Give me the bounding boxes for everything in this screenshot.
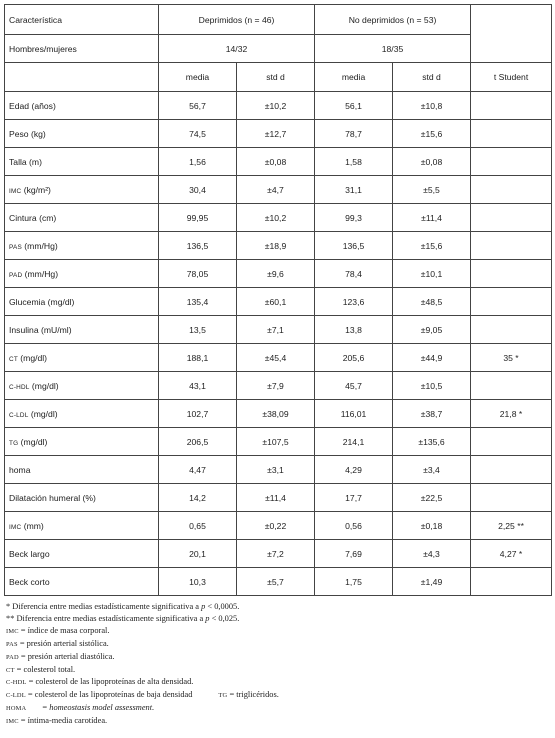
row-label bbox=[5, 316, 159, 344]
cell-dep-media: 206,5 bbox=[159, 428, 237, 456]
row-label bbox=[5, 260, 159, 288]
cell-dep-media: 78,05 bbox=[159, 260, 237, 288]
table-row bbox=[5, 344, 552, 372]
row-label bbox=[5, 176, 159, 204]
cell-dep-std: ±5,7 bbox=[237, 568, 315, 596]
cell-t-student bbox=[471, 232, 552, 260]
header-std-nodep: std d bbox=[393, 63, 471, 92]
table-row bbox=[5, 120, 552, 148]
footnote-ct: CT = colesterol total. bbox=[6, 664, 76, 674]
table-body bbox=[5, 92, 552, 596]
cell-nodep-media: 1,75 bbox=[315, 568, 393, 596]
cell-nodep-media: 7,69 bbox=[315, 540, 393, 568]
row-label-text: Talla (m) bbox=[9, 156, 42, 167]
row-label-text: (mg/dl) bbox=[29, 380, 59, 391]
cell-dep-media: 188,1 bbox=[159, 344, 237, 372]
cell-dep-std: ±38,09 bbox=[237, 400, 315, 428]
cell-dep-media: 13,5 bbox=[159, 316, 237, 344]
header-row-sex bbox=[5, 35, 552, 63]
cell-nodep-std: ±11,4 bbox=[393, 204, 471, 232]
table-row bbox=[5, 540, 552, 568]
document bbox=[4, 4, 551, 728]
footnote-chdl: C-HDL = colesterol de las lipoproteínas de alta densidad. bbox=[6, 677, 194, 687]
table-row bbox=[5, 316, 552, 344]
row-label bbox=[5, 120, 159, 148]
header-empty-label bbox=[5, 63, 159, 92]
cell-nodep-std: ±10,1 bbox=[393, 260, 471, 288]
cell-nodep-media: 31,1 bbox=[315, 176, 393, 204]
cell-t-student bbox=[471, 484, 552, 512]
row-label bbox=[5, 232, 159, 260]
cell-dep-std: ±0,08 bbox=[237, 148, 315, 176]
cell-dep-std: ±18,9 bbox=[237, 232, 315, 260]
row-label bbox=[5, 456, 159, 484]
cell-t-student bbox=[471, 92, 552, 120]
cell-nodep-media: 0,56 bbox=[315, 512, 393, 540]
footnote-pad: PAD = presión arterial diastólica. bbox=[6, 651, 115, 661]
cell-t-student bbox=[471, 372, 552, 400]
no-deprimidos-ratio: 18/35 bbox=[315, 35, 471, 63]
row-label-text: Insulina (mU/ml) bbox=[9, 324, 72, 335]
cell-dep-media: 30,4 bbox=[159, 176, 237, 204]
cell-nodep-std: ±48,5 bbox=[393, 288, 471, 316]
header-no-deprimidos: No deprimidos (n = 53) bbox=[315, 5, 471, 35]
cell-nodep-std: ±5,5 bbox=[393, 176, 471, 204]
row-label bbox=[5, 372, 159, 400]
cell-nodep-std: ±0,08 bbox=[393, 148, 471, 176]
cell-nodep-std: ±15,6 bbox=[393, 232, 471, 260]
cell-dep-std: ±11,4 bbox=[237, 484, 315, 512]
cell-dep-media: 1,56 bbox=[159, 148, 237, 176]
table-row bbox=[5, 260, 552, 288]
row-label-text: Beck corto bbox=[9, 576, 50, 587]
cell-t-student bbox=[471, 176, 552, 204]
row-label-text: Edad (años) bbox=[9, 100, 56, 111]
cell-nodep-media: 205,6 bbox=[315, 344, 393, 372]
cell-t-student bbox=[471, 204, 552, 232]
table-row bbox=[5, 176, 552, 204]
cell-t-student bbox=[471, 568, 552, 596]
cell-nodep-std: ±10,8 bbox=[393, 92, 471, 120]
row-label-abbr: TG bbox=[9, 439, 19, 447]
footnote-homa: HOMA = homeostasis model assessment. bbox=[6, 703, 155, 713]
cell-dep-media: 20,1 bbox=[159, 540, 237, 568]
cell-nodep-std: ±1,49 bbox=[393, 568, 471, 596]
header-std-dep: std d bbox=[237, 63, 315, 92]
cell-nodep-std: ±9,05 bbox=[393, 316, 471, 344]
row-label bbox=[5, 484, 159, 512]
row-label-abbr: PAD bbox=[9, 271, 23, 279]
cell-dep-std: ±10,2 bbox=[237, 204, 315, 232]
row-label bbox=[5, 568, 159, 596]
header-row-groups bbox=[5, 5, 552, 35]
row-label-text: Glucemia (mg/dl) bbox=[9, 296, 75, 307]
header-hombres-mujeres: Hombres/mujeres bbox=[5, 35, 159, 63]
header-media-dep: media bbox=[159, 63, 237, 92]
footnote-imc-carotidea: IMC = íntima-media carotídea. bbox=[6, 716, 108, 726]
cell-nodep-std: ±15,6 bbox=[393, 120, 471, 148]
cell-t-student bbox=[471, 260, 552, 288]
table-row bbox=[5, 92, 552, 120]
row-label bbox=[5, 148, 159, 176]
row-label-abbr: PAS bbox=[9, 243, 22, 251]
cell-t-student bbox=[471, 428, 552, 456]
footnote-significance-1: * Diferencia entre medias estadísticamente significativa a p < 0,0005. bbox=[6, 602, 240, 611]
cell-nodep-media: 214,1 bbox=[315, 428, 393, 456]
cell-nodep-media: 78,4 bbox=[315, 260, 393, 288]
table-row bbox=[5, 148, 552, 176]
row-label-text: (mg/dl) bbox=[17, 352, 48, 363]
row-label-text: (mm) bbox=[21, 520, 44, 531]
table-row bbox=[5, 372, 552, 400]
cell-t-student bbox=[471, 148, 552, 176]
row-label-text: Cintura (cm) bbox=[9, 212, 57, 223]
cell-dep-std: ±9,6 bbox=[237, 260, 315, 288]
deprimidos-ratio: 14/32 bbox=[159, 35, 315, 63]
cell-dep-media: 14,2 bbox=[159, 484, 237, 512]
cell-dep-std: ±3,1 bbox=[237, 456, 315, 484]
row-label bbox=[5, 428, 159, 456]
cell-t-student bbox=[471, 120, 552, 148]
cell-nodep-std: ±38,7 bbox=[393, 400, 471, 428]
cell-dep-std: ±7,1 bbox=[237, 316, 315, 344]
cell-nodep-media: 78,7 bbox=[315, 120, 393, 148]
row-label bbox=[5, 400, 159, 428]
cell-dep-media: 56,7 bbox=[159, 92, 237, 120]
cell-dep-std: ±107,5 bbox=[237, 428, 315, 456]
cell-dep-std: ±45,4 bbox=[237, 344, 315, 372]
table-row bbox=[5, 484, 552, 512]
cell-t-student bbox=[471, 456, 552, 484]
row-label bbox=[5, 540, 159, 568]
row-label bbox=[5, 204, 159, 232]
header-empty-cell bbox=[471, 5, 552, 35]
row-label bbox=[5, 288, 159, 316]
row-label-text: Beck largo bbox=[9, 548, 50, 559]
row-label-text: (mg/dl) bbox=[18, 436, 48, 447]
cell-dep-media: 10,3 bbox=[159, 568, 237, 596]
row-label-text: (mm/Hg) bbox=[22, 268, 59, 279]
header-caracteristica: Característica bbox=[5, 5, 159, 35]
cell-dep-media: 99,95 bbox=[159, 204, 237, 232]
table-row bbox=[5, 400, 552, 428]
header-deprimidos: Deprimidos (n = 46) bbox=[159, 5, 315, 35]
row-label-text: homa bbox=[9, 464, 31, 475]
cell-dep-std: ±60,1 bbox=[237, 288, 315, 316]
data-table bbox=[4, 4, 552, 596]
cell-nodep-std: ±0,18 bbox=[393, 512, 471, 540]
row-label-abbr: C-LDL bbox=[9, 411, 29, 419]
cell-dep-std: ±7,9 bbox=[237, 372, 315, 400]
cell-nodep-media: 13,8 bbox=[315, 316, 393, 344]
cell-dep-media: 4,47 bbox=[159, 456, 237, 484]
header-media-nodep: media bbox=[315, 63, 393, 92]
cell-nodep-media: 136,5 bbox=[315, 232, 393, 260]
cell-nodep-std: ±10,5 bbox=[393, 372, 471, 400]
row-label bbox=[5, 344, 159, 372]
cell-nodep-std: ±4,3 bbox=[393, 540, 471, 568]
row-label-abbr: IMC bbox=[9, 187, 22, 195]
row-label-abbr: C-HDL bbox=[9, 383, 30, 391]
cell-dep-media: 74,5 bbox=[159, 120, 237, 148]
cell-nodep-std: ±22,5 bbox=[393, 484, 471, 512]
header-t-student: t Student bbox=[471, 63, 552, 92]
cell-nodep-media: 1,58 bbox=[315, 148, 393, 176]
row-label bbox=[5, 92, 159, 120]
row-label bbox=[5, 512, 159, 540]
cell-t-student bbox=[471, 316, 552, 344]
row-label-text: Dilatación humeral (%) bbox=[9, 492, 96, 503]
row-label-text: Peso (kg) bbox=[9, 128, 46, 139]
cell-dep-std: ±0,22 bbox=[237, 512, 315, 540]
footnotes bbox=[4, 601, 551, 728]
footnote-imc: IMC = índice de masa corporal. bbox=[6, 625, 110, 635]
cell-t-student bbox=[471, 288, 552, 316]
cell-dep-media: 135,4 bbox=[159, 288, 237, 316]
table-row bbox=[5, 204, 552, 232]
cell-nodep-media: 4,29 bbox=[315, 456, 393, 484]
table-row bbox=[5, 456, 552, 484]
cell-nodep-media: 123,6 bbox=[315, 288, 393, 316]
table-row bbox=[5, 512, 552, 540]
row-label-text: (mm/Hg) bbox=[21, 240, 58, 251]
cell-nodep-media: 45,7 bbox=[315, 372, 393, 400]
table-row bbox=[5, 428, 552, 456]
cell-dep-std: ±12,7 bbox=[237, 120, 315, 148]
footnote-pas: PAS = presión arterial sistólica. bbox=[6, 638, 109, 648]
cell-dep-media: 0,65 bbox=[159, 512, 237, 540]
cell-nodep-std: ±3,4 bbox=[393, 456, 471, 484]
row-label-text: (kg/m²) bbox=[21, 184, 51, 195]
table-row bbox=[5, 288, 552, 316]
cell-nodep-media: 17,7 bbox=[315, 484, 393, 512]
table-row bbox=[5, 568, 552, 596]
cell-nodep-media: 116,01 bbox=[315, 400, 393, 428]
cell-t-student: 2,25 ** bbox=[471, 512, 552, 540]
row-label-text: (mg/dl) bbox=[28, 408, 58, 419]
cell-dep-media: 102,7 bbox=[159, 400, 237, 428]
row-label-abbr: CT bbox=[9, 355, 18, 363]
footnote-cldl-tg: C-LDL = colesterol de las lipoproteínas de baja densidad TG = triglicéridos. bbox=[6, 690, 279, 700]
cell-nodep-media: 99,3 bbox=[315, 204, 393, 232]
cell-t-student: 4,27 * bbox=[471, 540, 552, 568]
cell-nodep-media: 56,1 bbox=[315, 92, 393, 120]
cell-dep-std: ±7,2 bbox=[237, 540, 315, 568]
cell-nodep-std: ±135,6 bbox=[393, 428, 471, 456]
header-empty-cell bbox=[471, 35, 552, 63]
cell-dep-media: 136,5 bbox=[159, 232, 237, 260]
header-row-stats bbox=[5, 63, 552, 92]
table-row bbox=[5, 232, 552, 260]
cell-t-student: 21,8 * bbox=[471, 400, 552, 428]
footnote-significance-2: ** Diferencia entre medias estadísticamente significativa a p < 0,025. bbox=[6, 613, 240, 623]
cell-dep-std: ±10,2 bbox=[237, 92, 315, 120]
cell-t-student: 35 * bbox=[471, 344, 552, 372]
row-label-abbr: IMC bbox=[9, 523, 22, 531]
cell-nodep-std: ±44,9 bbox=[393, 344, 471, 372]
cell-dep-std: ±4,7 bbox=[237, 176, 315, 204]
cell-dep-media: 43,1 bbox=[159, 372, 237, 400]
